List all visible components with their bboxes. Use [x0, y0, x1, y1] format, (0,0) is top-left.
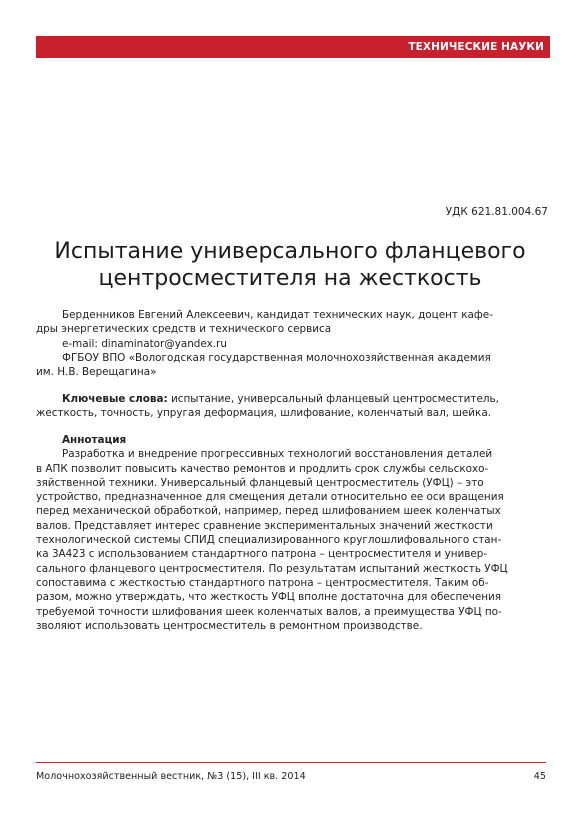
section-title: ТЕХНИЧЕСКИЕ НАУКИ — [408, 41, 544, 53]
author-line-1: Берденников Евгений Алексеевич, кандидат технических наук, доцент кафе- — [62, 309, 493, 321]
annotation-line: валов. Представляет интерес сравнение экспериментальных значений жесткости — [36, 519, 493, 532]
author-email: e-mail: dinaminator@yandex.ru — [62, 337, 227, 350]
keywords-label: Ключевые слова: — [62, 393, 168, 405]
journal-name: Молочнохозяйственный вестник, №3 (15), III кв. 2014 — [36, 771, 306, 782]
annotation-line: зволяют использовать центросместитель в ремонтном производстве. — [36, 619, 423, 632]
annotation-line: сального фланцевого центросместителя. По результатам испытаний жесткость УФЦ — [36, 562, 508, 575]
author-line-2: дры энергетических средств и технического сервиса — [36, 323, 332, 336]
author-org-line-1: ФГБОУ ВПО «Вологодская государственная молочнохозяйственная академия — [62, 351, 491, 364]
title-line-2: центросместителя на жесткость — [98, 266, 482, 291]
section-banner — [36, 36, 550, 58]
page-number: 45 — [533, 771, 546, 782]
annotation-line: в АПК позволит повысить качество ремонтов и продлить срок службы сельскохо- — [36, 462, 489, 475]
annotation-heading: Аннотация — [62, 434, 127, 446]
annotation-line: разом, можно утверждать, что жесткость УФЦ вполне достаточна для обеспечения — [36, 591, 502, 604]
annotation-line: перед механической обработкой, например, перед шлифованием шеек коленчатых — [36, 505, 501, 518]
annotation-line: устройство, предназначенное для смещения детали относительно ее оси вращения — [36, 491, 504, 504]
keywords-line-1 — [36, 392, 546, 406]
title-line-1: Испытание универсального фланцевого — [54, 239, 526, 264]
keywords-text-1: испытание, универсальный фланцевый центросместитель, — [167, 393, 499, 405]
annotation-line: технологической системы СПИД специализированного круглошлифовального стан- — [36, 534, 502, 547]
annotation-line: ка 3А423 с использованием стандартного патрона – центросместителя и универ- — [36, 548, 488, 561]
keywords-line-2: жесткость, точность, упругая деформация, шлифование, коленчатый вал, шейка. — [36, 407, 492, 420]
keywords-block — [36, 392, 546, 421]
annotation-line: сопоставима с жесткостью стандартного патрона – центросместителя. Таким об- — [36, 576, 489, 589]
footer-divider — [36, 762, 546, 763]
article-title — [30, 238, 550, 292]
author-block — [36, 308, 546, 379]
udc-code: УДК 621.81.004.67 — [445, 206, 548, 218]
author-org-line-2: им. Н.В. Верещагина» — [36, 366, 157, 379]
annotation-block — [36, 433, 546, 633]
annotation-line: зяйственной техники. Универсальный фланцевый центросместитель (УФЦ) – это — [36, 476, 484, 489]
annotation-line: требуемой точности шлифования шеек коленчатых валов, а преимущества УФЦ по- — [36, 605, 502, 618]
annotation-line: Разработка и внедрение прогрессивных технологий восстановления деталей — [62, 448, 493, 461]
